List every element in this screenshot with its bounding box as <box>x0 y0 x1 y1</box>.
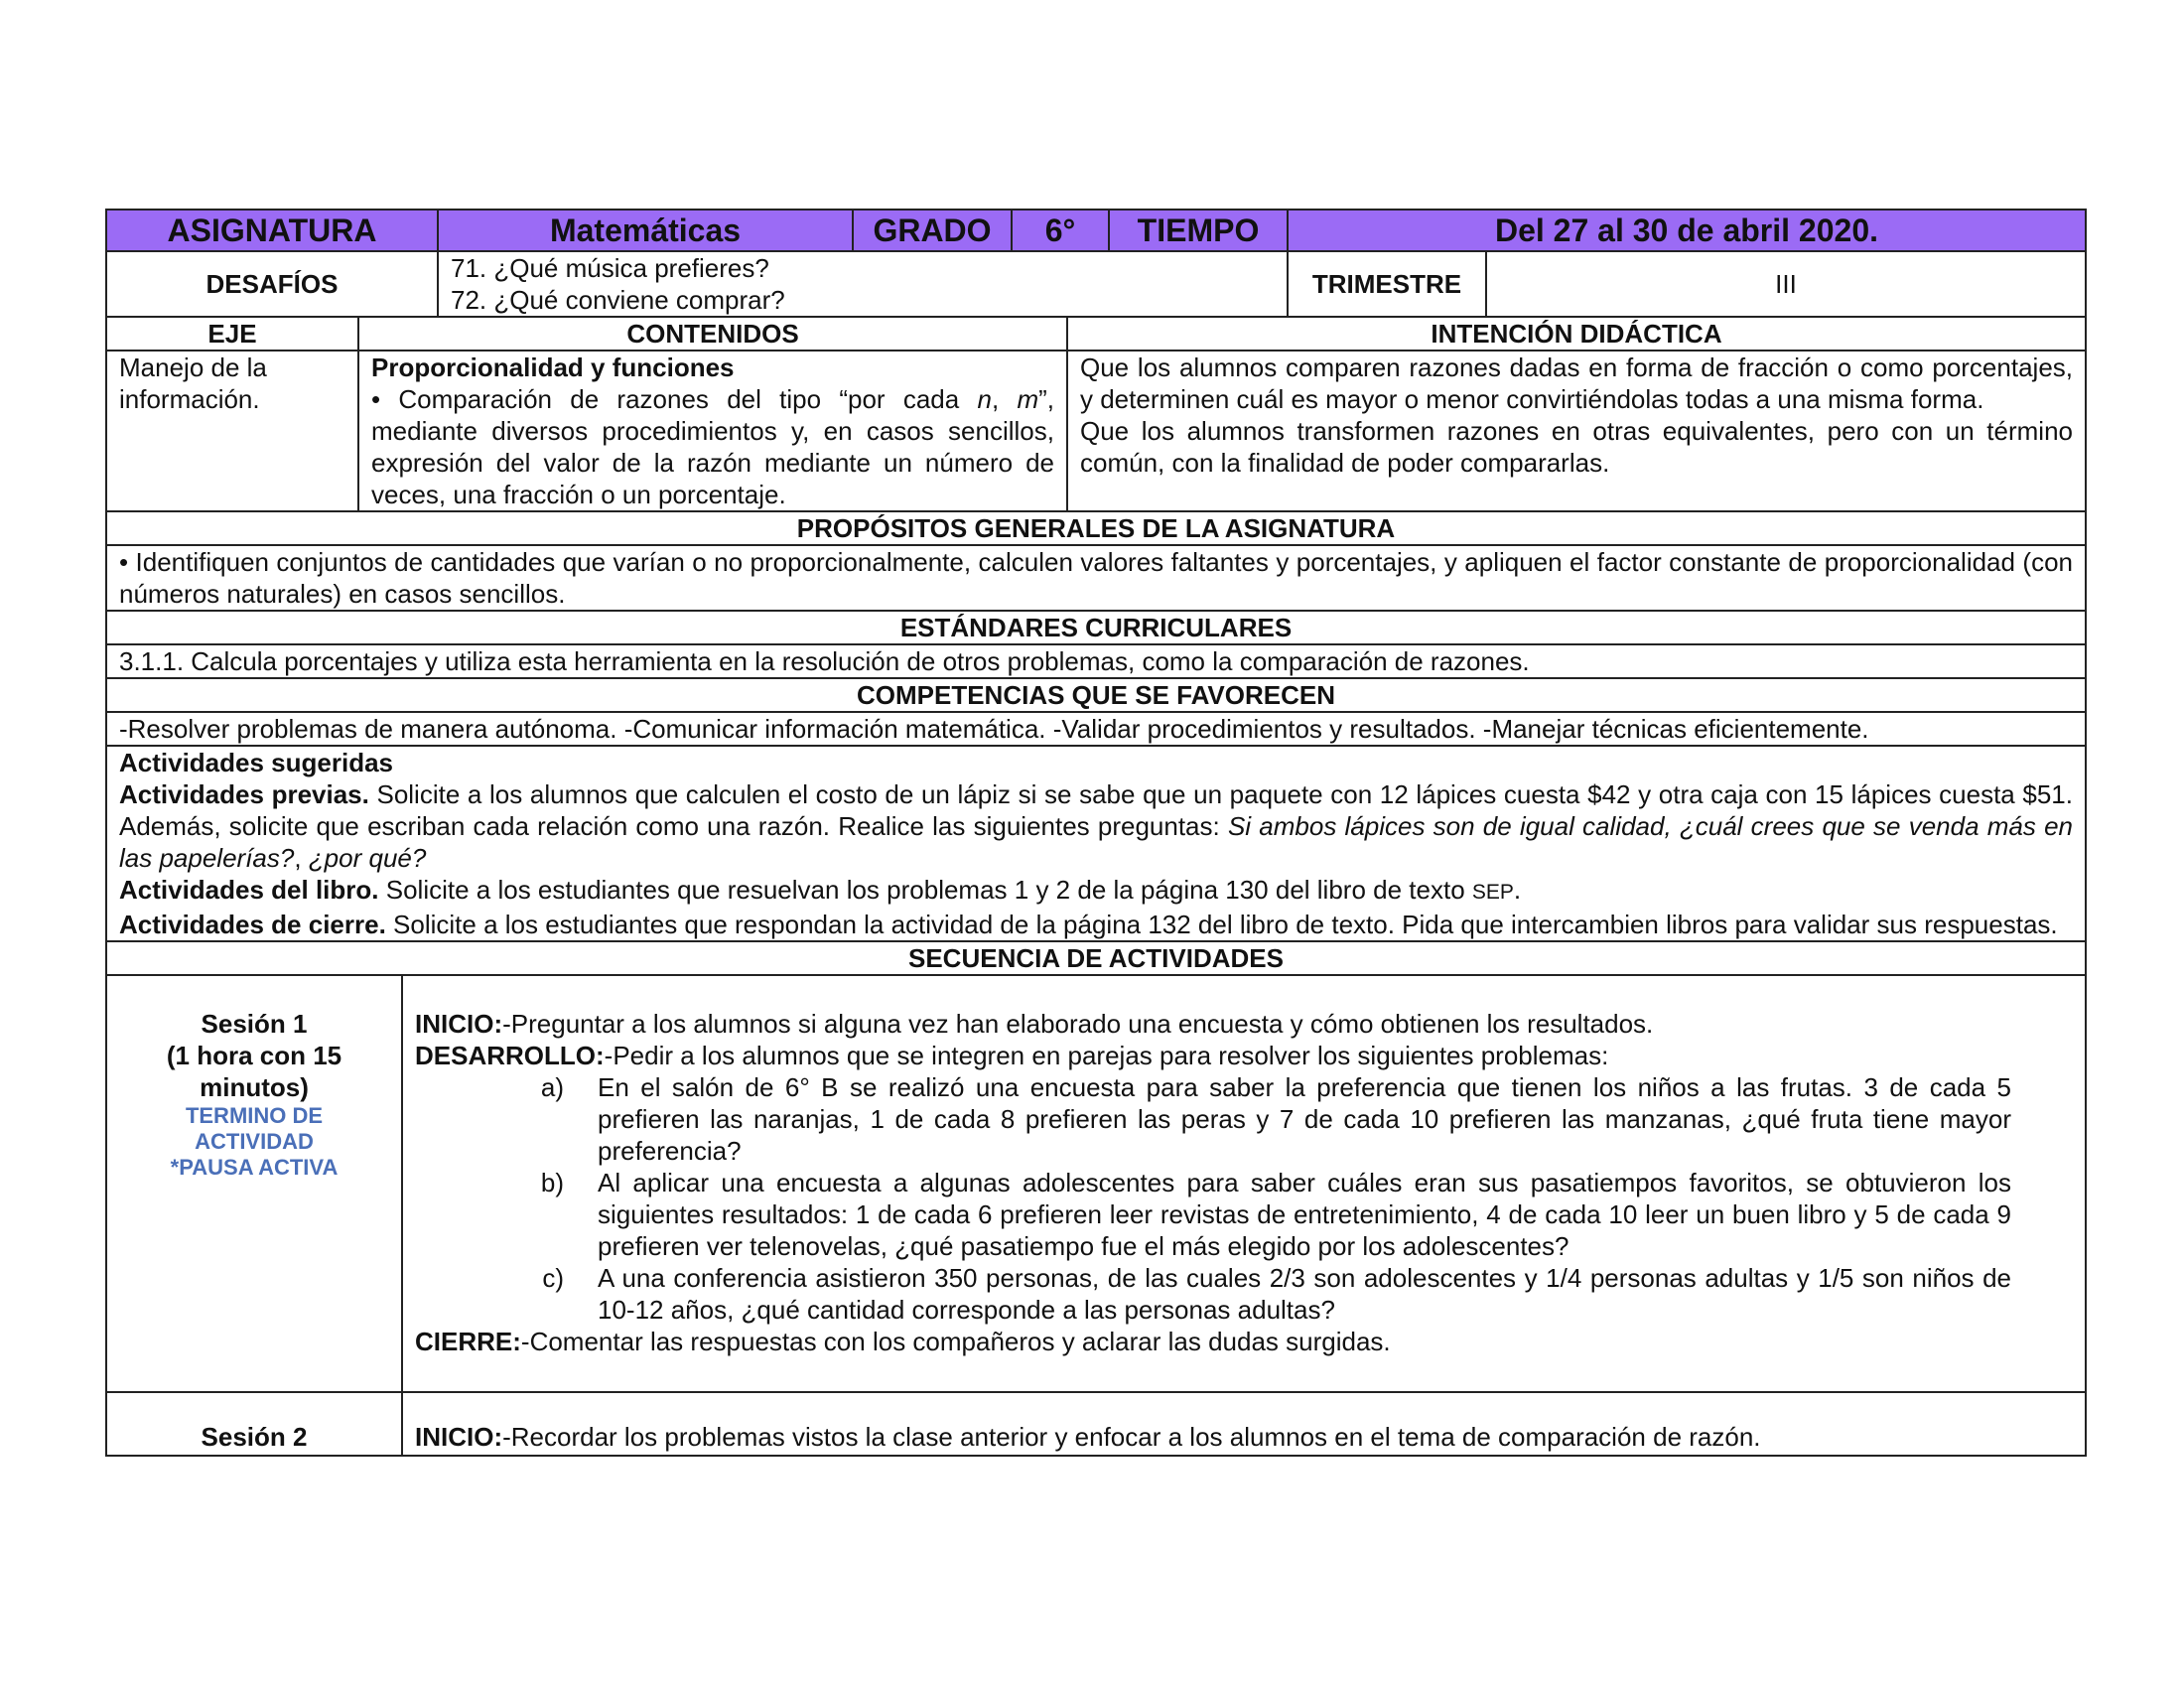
eje-value: Manejo de la información. <box>106 351 358 511</box>
cierre-text: Solicite a los estudiantes que respondan la actividad de la página 132 del libro de texto. Pida que intercambien libros para validar sus respuestas. <box>385 910 2058 939</box>
intencion-1: Que los alumnos comparen razones dadas en forma de fracción o como porcentajes, y determinen cuál es mayor o menor convirtiéndolas todas a una misma forma. <box>1080 352 2073 414</box>
problem-item <box>415 1262 2073 1326</box>
sesion2-content <box>402 1392 2086 1456</box>
propositos-text: • Identifiquen conjuntos de cantidades que varían o no proporcionalmente, calculen valores faltantes y porcentajes, y apliquen el factor constante de proporcionalidad (con números naturales) en casos sencillos. <box>106 545 2086 611</box>
estandares-text: 3.1.1. Calcula porcentajes y utiliza esta herramienta en la resolución de otros problemas, como la comparación de razones. <box>106 644 2086 678</box>
competencias-title: COMPETENCIAS QUE SE FAVORECEN <box>106 678 2086 712</box>
cierre-label: Actividades de cierre. <box>119 910 386 939</box>
contenidos-text-b: ”, mediante diversos procedimientos y, en casos sencillos, expresión del valor de la razón mediante un número de veces, una fracción o un porcentaje. <box>371 384 1055 509</box>
actividades-title: Actividades sugeridas <box>119 748 393 777</box>
grado-value: 6° <box>1012 210 1109 251</box>
competencias-text: -Resolver problemas de manera autónoma. -Comunicar información matemática. -Validar procedimientos y resultados. -Manejar técnicas eficientemente. <box>106 712 2086 746</box>
actividades-cierre <box>119 909 2073 940</box>
sesion1-cierre-label: CIERRE: <box>415 1327 521 1356</box>
problem-item <box>415 1167 2073 1262</box>
intencion-header: INTENCIÓN DIDÁCTICA <box>1067 317 2086 351</box>
previas-sep: , <box>294 843 309 873</box>
sesion1-content <box>402 975 2086 1392</box>
libro-label: Actividades del libro. <box>119 875 379 905</box>
contenidos-header: CONTENIDOS <box>358 317 1067 351</box>
contenidos-comma: , <box>991 384 1018 414</box>
secuencia-title: SECUENCIA DE ACTIVIDADES <box>106 941 2086 975</box>
contenidos-m: m <box>1017 384 1039 414</box>
problem-text: Al aplicar una encuesta a algunas adolescentes para saber cuáles eran sus pasatiempos favoritos, se obtuvieron los siguientes resultados: 1 de cada 6 prefieren leer revistas de entretenimiento, 4 de cada 10 leer un buen libro y 5 de cada 9 prefieren ver telenovelas, ¿qué pasatiempo fue el más elegido por los adolescentes? <box>598 1168 2011 1261</box>
trimestre-value: III <box>1486 251 2086 317</box>
problem-text: A una conferencia asistieron 350 personas, de las cuales 2/3 son adolescentes y 1/4 personas adultas y 1/5 son niños de 10-12 años, ¿qué cantidad corresponde a las personas adultas? <box>598 1263 2011 1325</box>
grado-label: GRADO <box>853 210 1012 251</box>
header-table <box>105 209 2087 252</box>
sesion1-desarrollo <box>415 1040 2073 1071</box>
previas-text: Solicite a los alumnos que calculen el costo de un lápiz si se sabe que un paquete con 12 lápices cuesta $42 y otra caja con 15 lápices cuesta $51. Además, solicite que escriban cada relación como una razón. Realice las siguientes preguntas: <box>119 779 2073 841</box>
problem-letter: a) <box>540 1072 564 1102</box>
sesion2-inicio-text: -Recordar los problemas vistos la clase anterior y enfocar a los alumnos en el tema de comparación de razón. <box>502 1422 1761 1452</box>
desafio-71: 71. ¿Qué música prefieres? <box>451 253 769 283</box>
eje-table <box>105 316 2087 512</box>
problem-letter: b) <box>540 1168 564 1197</box>
sesion1-inicio <box>415 1008 2073 1040</box>
sesion1-title: Sesión 1 <box>201 1009 308 1039</box>
libro-end: . <box>1513 875 1522 905</box>
sesion1-cierre-text: -Comentar las respuestas con los compañeros y aclarar las dudas surgidas. <box>520 1327 1391 1356</box>
tiempo-value: Del 27 al 30 de abril 2020. <box>1288 210 2086 251</box>
desafios-list <box>438 251 1288 317</box>
contenidos-value <box>358 351 1067 511</box>
problem-list <box>415 1071 2073 1326</box>
actividades-previas <box>119 778 2073 874</box>
contenidos-n: n <box>977 384 992 414</box>
sesion1-note-termino: TERMINO DE ACTIVIDAD <box>185 1103 324 1154</box>
problem-item <box>415 1071 2073 1167</box>
planning-sheet <box>105 209 2087 1457</box>
contenidos-text-a: • Comparación de razones del tipo “por cada <box>371 384 978 414</box>
sesion1-desarrollo-label: DESARROLLO: <box>415 1041 605 1070</box>
propositos-title: PROPÓSITOS GENERALES DE LA ASIGNATURA <box>106 511 2086 545</box>
sesion1-note-pausa: *PAUSA ACTIVA <box>170 1155 339 1180</box>
sections-table <box>105 510 2087 976</box>
contenidos-title: Proporcionalidad y funciones <box>371 352 735 382</box>
sesion1-duration: (1 hora con 15 minutos) <box>166 1041 342 1102</box>
sesion1-cierre <box>415 1326 2073 1357</box>
actividades-sugeridas <box>106 746 2086 941</box>
eje-header: EJE <box>106 317 358 351</box>
desafios-table <box>105 250 2087 318</box>
asignatura-value: Matemáticas <box>438 210 853 251</box>
intencion-value <box>1067 351 2086 511</box>
problem-letter: c) <box>542 1263 564 1293</box>
sessions-table <box>105 974 2087 1457</box>
libro-text: Solicite a los estudiantes que resuelvan los problemas 1 y 2 de la página 130 del libro de texto <box>378 875 1472 905</box>
sesion1-inicio-label: INICIO: <box>415 1009 503 1039</box>
desafios-label: DESAFÍOS <box>106 251 438 317</box>
asignatura-label: ASIGNATURA <box>106 210 438 251</box>
previas-why: ¿por qué? <box>308 843 427 873</box>
estandares-title: ESTÁNDARES CURRICULARES <box>106 611 2086 644</box>
contenidos-text <box>371 383 1054 510</box>
sesion1-inicio-text: -Preguntar a los alumnos si alguna vez han elaborado una encuesta y cómo obtienen los resultados. <box>502 1009 1654 1039</box>
previas-label: Actividades previas. <box>119 779 369 809</box>
sesion1-cell <box>106 975 402 1392</box>
intencion-2: Que los alumnos transformen razones en otras equivalentes, pero con un término común, con la finalidad de poder compararlas. <box>1080 416 2073 478</box>
sesion1-desarrollo-text: -Pedir a los alumnos que se integren en parejas para resolver los siguientes problemas: <box>604 1041 1609 1070</box>
sesion2-inicio-label: INICIO: <box>415 1422 503 1452</box>
problem-text: En el salón de 6° B se realizó una encuesta para saber la preferencia que tienen los niños a las frutas. 3 de cada 5 prefieren las naranjas, 1 de cada 8 prefieren las peras y 7 de cada 10 prefieren las manzanas, ¿qué fruta tiene mayor preferencia? <box>598 1072 2011 1166</box>
trimestre-label: TRIMESTRE <box>1288 251 1486 317</box>
sesion2-title: Sesión 2 <box>106 1392 402 1456</box>
tiempo-label: TIEMPO <box>1109 210 1288 251</box>
desafio-72: 72. ¿Qué conviene comprar? <box>451 285 785 315</box>
libro-sep: SEP <box>1471 881 1514 904</box>
actividades-libro <box>119 874 2073 909</box>
previas-question: Si ambos lápices son de igual calidad, ¿cuál crees que se venda más en las papelerías? <box>119 811 2073 873</box>
